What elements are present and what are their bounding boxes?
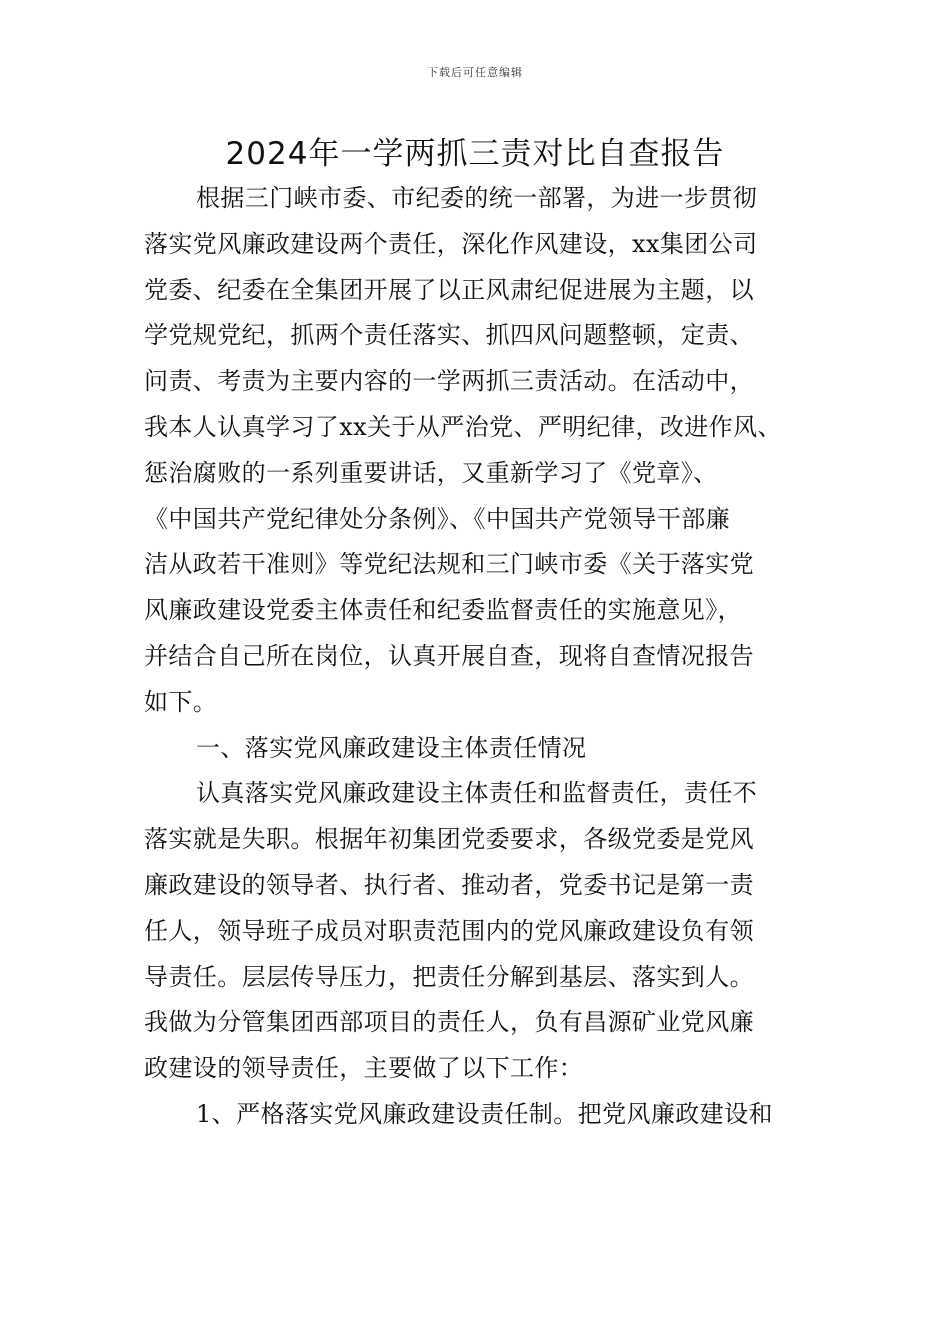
paragraph-line: 认真落实党风廉政建设主体责任和监督责任，责任不: [196, 779, 758, 808]
paragraph-line: 学党规党纪，抓两个责任落实、抓四风问题整顿，定责、: [144, 321, 754, 350]
document-title: 2024年一学两抓三责对比自查报告: [225, 136, 725, 172]
paragraph-line: 任人，领导班子成员对职责范围内的党风廉政建设负有领: [144, 916, 754, 945]
paragraph-line: 洁从政若干准则》等党纪法规和三门峡市委《关于落实党: [144, 550, 754, 579]
paragraph-line: 党委、纪委在全集团开展了以正风肃纪促进展为主题，以: [144, 275, 754, 304]
paragraph-line: 落实党风廉政建设两个责任，深化作风建设，xx集团公司: [144, 229, 758, 258]
paragraph-line: 并结合自己所在岗位，认真开展自查，现将自查情况报告: [144, 641, 754, 670]
paragraph-line: 我做为分管集团西部项目的责任人，负有昌源矿业党风廉: [144, 1008, 754, 1037]
section-heading: 一、落实党风廉政建设主体责任情况: [196, 733, 587, 762]
paragraph-line: 廉政建设的领导者、执行者、推动者，党委书记是第一责: [144, 870, 754, 899]
paragraph-line: 问责、考责为主要内容的一学两抓三责活动。在活动中，: [144, 367, 754, 396]
paragraph-line: 1、严格落实党风廉政建设责任制。把党风廉政建设和: [196, 1099, 773, 1128]
paragraph-line: 惩治腐败的一系列重要讲话，又重新学习了《党章》、: [144, 458, 718, 487]
paragraph-line: 如下。: [144, 687, 218, 716]
header-note: 下载后可任意编辑: [427, 66, 523, 79]
paragraph-line: 导责任。层层传导压力，把责任分解到基层、落实到人。: [144, 962, 754, 991]
paragraph-line: 我本人认真学习了xx关于从严治党、严明纪律，改进作风、: [144, 412, 782, 441]
paragraph-line: 《中国共产党纪律处分条例》、《中国共产党领导干部廉: [144, 504, 730, 533]
paragraph-line: 政建设的领导责任，主要做了以下工作：: [144, 1054, 584, 1083]
paragraph-line: 根据三门峡市委、市纪委的统一部署，为进一步贯彻: [196, 184, 758, 212]
document-body: [144, 176, 822, 1138]
paragraph-line: 风廉政建设党委主体责任和纪委监督责任的实施意见》，: [144, 596, 742, 625]
paragraph-line: 落实就是失职。根据年初集团党委要求，各级党委是党风: [144, 825, 754, 854]
